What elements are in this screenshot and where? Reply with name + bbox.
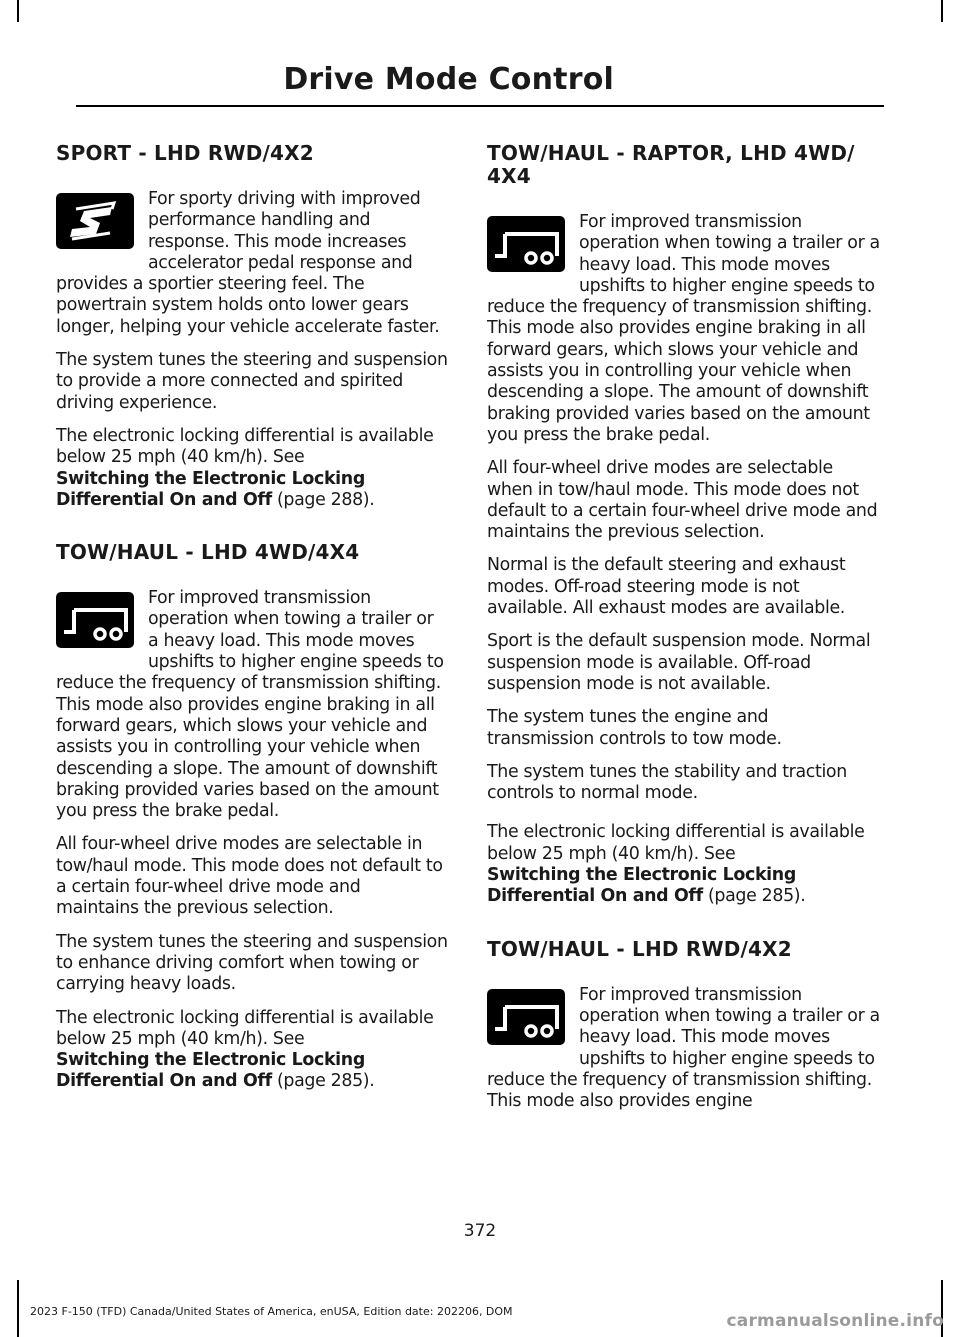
tow-raptor-differential-page: (page 285). [702, 886, 806, 907]
tow-4wd-differential-body: The electronic locking differential is available below 25 mph (40 km/h). See [56, 1007, 434, 1049]
tow-4wd-steering-text: The system tunes the steering and suspension to enhance driving comfort when towing or carrying heavy loads. [56, 931, 448, 995]
crop-mark-bottom-left [17, 1280, 19, 1337]
section-heading-sport: SPORT - LHD RWD/4X2 [56, 141, 314, 165]
sport-description: For sporty driving with improved performance handling and response. This mode increases accelerator pedal response and provides a sportier steering feel. The powertrain system holds onto lower gears longer, helping your vehicle accelerate faster. [56, 189, 440, 337]
page-title: Drive Mode Control [283, 62, 614, 97]
tow-raptor-stability-text: The system tunes the stability and traction controls to normal mode. [487, 761, 847, 804]
tow-4wd-differential-text [56, 1008, 448, 1093]
section-heading-tow-raptor: TOW/HAUL - RAPTOR, LHD 4WD/ 4X4 [487, 141, 855, 188]
edition-info: 2023 F-150 (TFD) Canada/United States of America, enUSA, Edition date: 202206, DOM [30, 1305, 513, 1318]
tow-raptor-differential-link[interactable]: Switching the Electronic Locking Differential On and Off [487, 865, 796, 907]
sport-differential-text [56, 426, 448, 511]
crop-mark-top-right [941, 0, 943, 22]
sport-mode-icon [56, 193, 134, 249]
page-number: 372 [463, 1221, 497, 1241]
sport-differential-page: (page 288). [271, 489, 375, 510]
header-divider [76, 105, 884, 107]
tow-haul-icon [487, 216, 565, 272]
watermark: carmanualsonline.info [726, 1311, 944, 1331]
tow-rwd-description: For improved transmission operation when towing a trailer or a heavy load. This mode moves upshifts to higher engine speeds to reduce the frequency of transmission shifting. This mode also provides engine [487, 984, 880, 1112]
tow-raptor-engine-text: The system tunes the engine and transmission controls to tow mode. [487, 707, 782, 749]
tow-4wd-differential-link[interactable]: Switching the Electronic Locking Differential On and Off [56, 1050, 365, 1092]
right-column [487, 142, 880, 1124]
sport-steering-text: The system tunes the steering and suspension to provide a more connected and spirited driving experience. [56, 350, 448, 413]
tow-raptor-differential-body: The electronic locking differential is available below 25 mph (40 km/h). See [487, 822, 865, 864]
crop-mark-top-left [17, 0, 19, 22]
tow-raptor-four-wheel-text: All four-wheel drive modes are selectable when in tow/haul mode. This mode does not default to a certain four-wheel drive mode and maintains the previous selection. [487, 458, 878, 543]
tow-haul-icon [487, 989, 565, 1045]
tow-raptor-differential-text [487, 822, 880, 907]
left-column [56, 142, 448, 1105]
sport-differential-link[interactable]: Switching the Electronic Locking Differential On and Off [56, 468, 365, 510]
tow-raptor-steering-text: Normal is the default steering and exhaust modes. Off-road steering mode is not available. All exhaust modes are available. [487, 555, 846, 619]
sport-differential-body: The electronic locking differential is available below 25 mph (40 km/h). See [56, 425, 434, 468]
tow-4wd-four-wheel-text: All four-wheel drive modes are selectable in tow/haul mode. This mode does not default to a certain four-wheel drive mode and maintains the previous selection. [56, 834, 443, 919]
tow-raptor-suspension-text: Sport is the default suspension mode. Normal suspension mode is available. Off-road suspension mode is not available. [487, 631, 871, 694]
tow-4wd-differential-page: (page 285). [271, 1071, 375, 1092]
tow-4wd-description: For improved transmission operation when towing a trailer or a heavy load. This mode moves upshifts to higher engine speeds to reduce the frequency of transmission shifting. This mode also provides engine braking in all forward gears, which slows your vehicle and assists you in controlling your vehicle when descending a slope. The amount of downshift braking provided varies based on the amount you press the brake pedal. [56, 588, 444, 822]
section-heading-tow-rwd: TOW/HAUL - LHD RWD/4X2 [487, 936, 792, 961]
tow-raptor-description: For improved transmission operation when towing a trailer or a heavy load. This mode moves upshifts to higher engine speeds to reduce the frequency of transmission shifting. This mode also provides engine braking in all forward gears, which slows your vehicle and assists you in controlling your vehicle when descending a slope. The amount of downshift braking provided varies based on the amount you press the brake pedal. [487, 212, 880, 445]
section-heading-tow-4wd: TOW/HAUL - LHD 4WD/4X4 [56, 540, 360, 565]
tow-haul-icon [56, 592, 134, 648]
